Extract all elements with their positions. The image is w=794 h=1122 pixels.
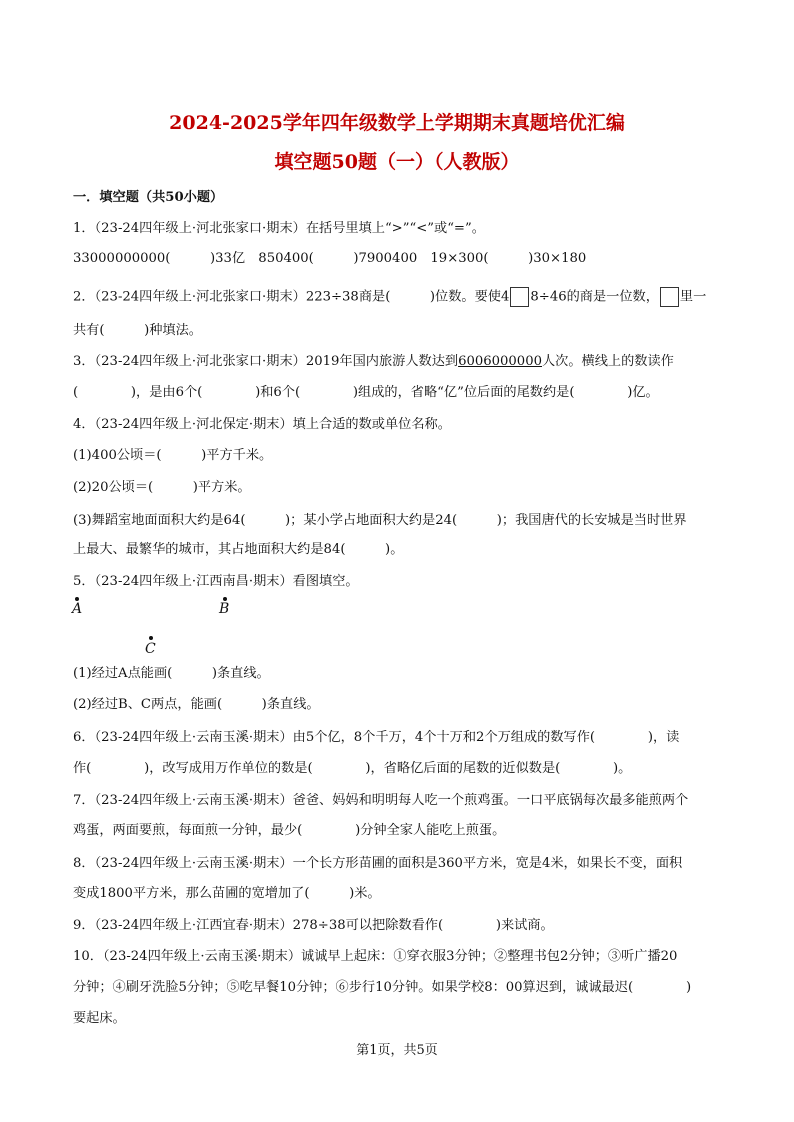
q6-line1: 6．（23-24四年级上·云南玉溪·期末）由5个亿，8个千万，4个十万和2个万组成的数写作( )，读 xyxy=(73,730,680,745)
q2-digit-box xyxy=(510,287,529,307)
point-b-label: B xyxy=(219,601,230,617)
q2-line2: 共有( )种填法。 xyxy=(73,323,202,338)
q10-line1: 10．（23-24四年级上·云南玉溪·期末）诚诚早上起床：①穿衣服3分钟；②整理书包2分钟；③听广播20 xyxy=(73,949,678,964)
q5-part2: (2)经过B、C两点，能画( )条直线。 xyxy=(73,697,320,712)
q7-line2: 鸡蛋，两面要煎，每面煎一分钟，最少( )分钟全家人能吃上煎蛋。 xyxy=(73,823,506,838)
q5-text: 5．（23-24四年级上·江西南昌·期末）看图填空。 xyxy=(73,574,359,589)
q10-line3: 要起床。 xyxy=(73,1011,126,1026)
q10-line2: 分钟；④刷牙洗脸5分钟；⑤吃早餐10分钟；⑥步行10分钟。如果学校8：00算迟到，诚诚最迟( ) xyxy=(73,980,692,995)
q3-line1 xyxy=(73,353,674,370)
q3-line2: ( )，是由6个( )和6个( )组成的，省略“亿”位后面的尾数约是( )亿。 xyxy=(73,385,659,400)
q9-text: 9．（23-24四年级上·江西宜春·期末）278÷38可以把除数看作( )来试商。 xyxy=(73,918,554,933)
q1-text: 1．（23-24四年级上·河北张家口·期末）在括号里填上“>”“<”或“=”。 xyxy=(73,221,485,236)
q5-part1: (1)经过A点能画( )条直线。 xyxy=(73,666,270,681)
q8-line2: 变成1800平方米，那么苗圃的宽增加了( )米。 xyxy=(73,886,381,901)
q4-text: 4．（23-24四年级上·河北保定·期末）填上合适的数或单位名称。 xyxy=(73,417,451,432)
q2-part-b: 8÷46的商是一位数， xyxy=(530,289,659,305)
doc-title: 2024-2025学年四年级数学上学期期末真题培优汇编 xyxy=(169,112,625,134)
q4-part2: (2)20公顷＝( )平方米。 xyxy=(73,480,251,495)
point-c-label: C xyxy=(145,641,156,657)
q3-number: 6006000000 xyxy=(458,354,542,369)
q2-part-a: 2．（23-24四年级上·河北张家口·期末）223÷38商是( )位数。要使4 xyxy=(73,289,510,305)
q2-part-c: 里一 xyxy=(679,289,707,305)
q4-part1: (1)400公顷＝( )平方千米。 xyxy=(73,448,273,463)
q4-part3-line1: (3)舞蹈室地面面积大约是64( )；某小学占地面积大约是24( )；我国唐代的长安城是当时世界 xyxy=(73,513,687,528)
q4-part3-line2: 上最大、最繁华的城市，其占地面积大约是84( )。 xyxy=(73,542,404,557)
point-c-dot xyxy=(149,636,153,640)
q2-digit-box-2 xyxy=(660,287,679,307)
section-heading: 一．填空题（共50小题） xyxy=(73,190,224,205)
page-footer: 第1页，共5页 xyxy=(356,1043,438,1058)
q2-line1 xyxy=(73,287,706,307)
q7-line1: 7．（23-24四年级上·云南玉溪·期末）爸爸、妈妈和明明每人吃一个煎鸡蛋。一口平底锅每次最多能煎两个 xyxy=(73,793,689,808)
q3-part-a: 3．（23-24四年级上·河北张家口·期末）2019年国内旅游人数达到 xyxy=(73,354,459,369)
doc-subtitle: 填空题50题（一）（人教版） xyxy=(274,151,520,173)
q8-line1: 8．（23-24四年级上·云南玉溪·期末）一个长方形苗圃的面积是360平方米，宽是4米，如果长不变，面积 xyxy=(73,856,683,871)
q3-part-b: 人次。横线上的数读作 xyxy=(541,354,674,369)
q1-items: 33000000000( )33亿 850400( )7900400 19×300( )30×180 xyxy=(73,251,587,266)
q6-line2: 作( )，改写成用万作单位的数是( )，省略亿后面的尾数的近似数是( )。 xyxy=(73,761,632,776)
point-a-label: A xyxy=(72,601,83,617)
